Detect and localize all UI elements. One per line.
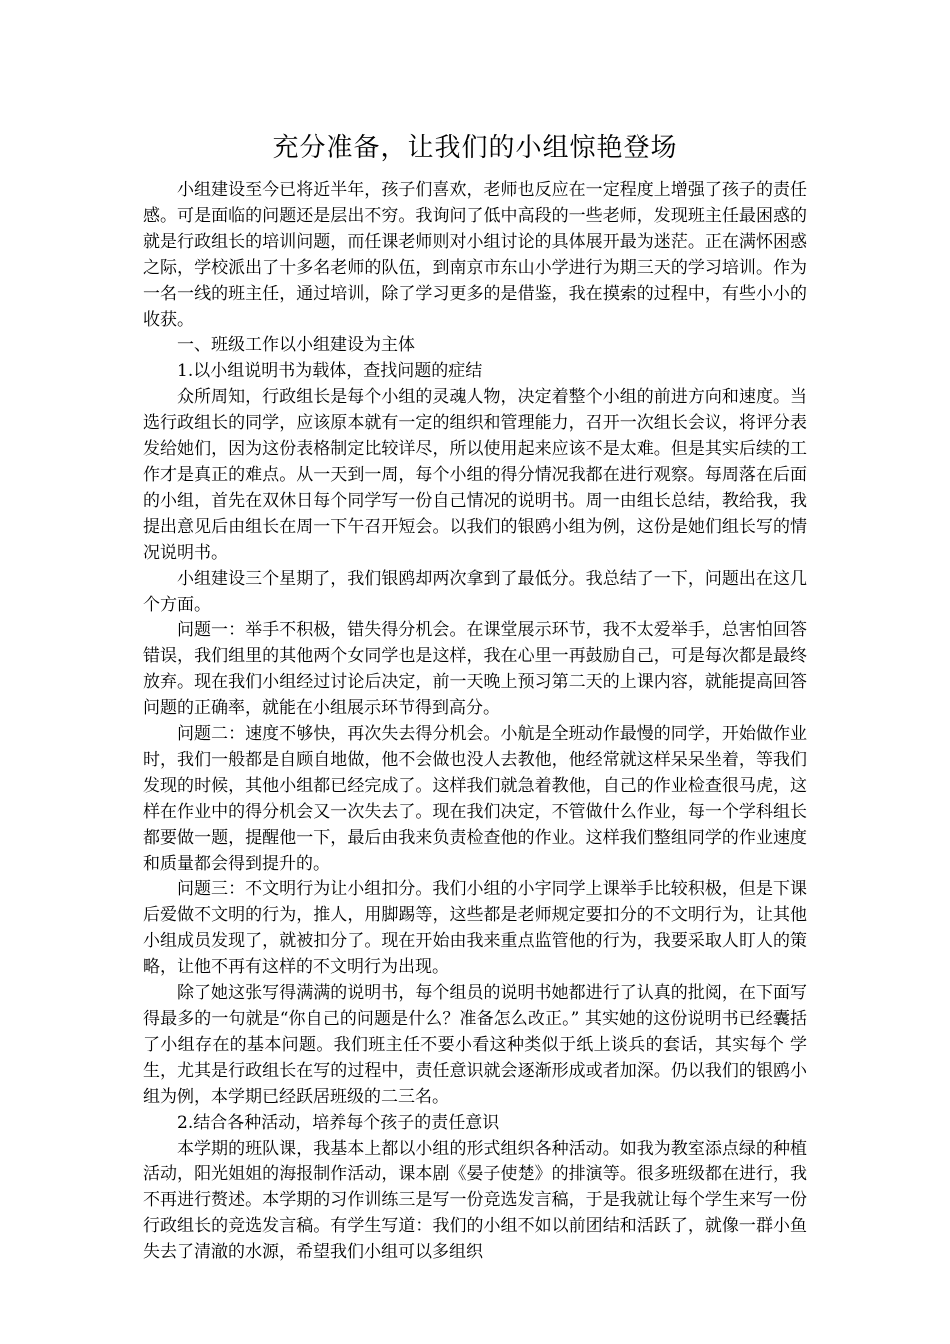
paragraph-problem-three: 问题三：不文明行为让小组扣分。我们小组的小宇同学上课举手比较积极，但是下课后爱做不文明的行为，推人，用脚踢等，这些都是老师规定要扣分的不文明行为，让其他小组成员发现了，就被扣分了。现在开始由我来重点监管他的行为，我要采取人盯人的策略，让他不再有这样的不文明行为出现。: [143, 879, 807, 978]
paragraph-problem-two: 问题二：速度不够快，再次失去得分机会。小航是全班动作最慢的同学，开始做作业时，我们一般都是自顾自地做，他不会做也没人去教他，他经常就这样呆呆坐着，等我们发现的时候，其他小组都已经完成了。这样我们就急着教他，自己的作业检查很马虎，这样在作业中的得分机会又一次失去了。现在我们决定，不管做什么作业，每一个学科组长都要做一题，提醒他一下，最后由我来负责检查他的作业。这样我们整组同学的作业速度和质量都会得到提升的。: [143, 724, 807, 874]
paragraph-activities: 本学期的班队课，我基本上都以小组的形式组织各种活动。如我为教室添点绿的种植活动，阳光姐姐的海报制作活动，课本剧《晏子使楚》的排演等。很多班级都在进行，我不再进行赘述。本学期的习作训练三是写一份竞选发言稿，于是我就让每个学生来写一份行政组长的竞选发言稿。有学生写道：我们的小组不如以前团结和活跃了，就像一群小鱼失去了清澈的水源，希望我们小组可以多组织: [143, 1138, 807, 1263]
subsection-heading-2: 2.结合各种活动，培养每个孩子的责任意识: [177, 1112, 500, 1133]
document-title: 充分准备，让我们的小组惊艳登场: [272, 133, 678, 163]
subsection-heading-1: 1.以小组说明书为载体，查找问题的症结: [177, 361, 483, 382]
paragraph-silver-gull-summary: 小组建设三个星期了，我们银鸥却两次拿到了最低分。我总结了一下，问题出在这几个方面。: [143, 568, 807, 615]
paragraph-group-leader: 众所周知，行政组长是每个小组的灵魂人物，决定着整个小组的前进方向和速度。当选行政组长的同学，应该原本就有一定的组织和管理能力，召开一次组长会议，将评分表发给她们，因为这份表格制定比较详尽，所以使用起来应该不是太难。但是其实后续的工作才是真正的难点。从一天到一周，每个小组的得分情况我都在进行观察。每周落在后面的小组，首先在双休日每个同学写一份自己情况的说明书。周一由组长总结，教给我，我提出意见后由组长在周一下午召开短会。以我们的银鸥小组为例，这份是她们组长写的情况说明书。: [143, 387, 807, 563]
paragraph-problem-one: 问题一：举手不积极，错失得分机会。在课堂展示环节，我不太爱举手，总害怕回答错误，我们组里的其他两个女同学也是这样，我在心里一再鼓励自己，可是每次都是最终放弃。现在我们小组经过讨论后决定，前一天晚上预习第二天的上课内容，就能提高回答问题的正确率，就能在小组展示环节得到高分。: [143, 620, 807, 719]
section-heading-1: 一、班级工作以小组建设为主体: [177, 335, 415, 356]
paragraph-intro: 小组建设至今已将近半年，孩子们喜欢，老师也反应在一定程度上增强了孩子的责任感。可是面临的问题还是层出不穷。我询问了低中高段的一些老师，发现班主任最困惑的就是行政组长的培训问题，而任课老师则对小组讨论的具体展开最为迷茫。正在满怀困惑之际，学校派出了十多名老师的队伍，到南京市东山小学进行为期三天的学习培训。作为一名一线的班主任，通过培训，除了学习更多的是借鉴，我在摸索的过程中，有些小小的收获。: [143, 180, 807, 330]
paragraph-review: 除了她这张写得满满的说明书，每个组员的说明书她都进行了认真的批阅，在下面写得最多的一句就是“你自己的问题是什么？准备怎么改正。” 其实她的这份说明书已经囊括了小组存在的基本问题。我们班主任不要小看这种类似于纸上谈兵的套话，其实每个 学生，尤其是行政组长在写的过程中，责任意识就会逐渐形成或者加深。仍以我们的银鸥小组为例，本学期已经跃居班级的二三名。: [143, 983, 807, 1107]
document-body: [143, 128, 807, 1266]
